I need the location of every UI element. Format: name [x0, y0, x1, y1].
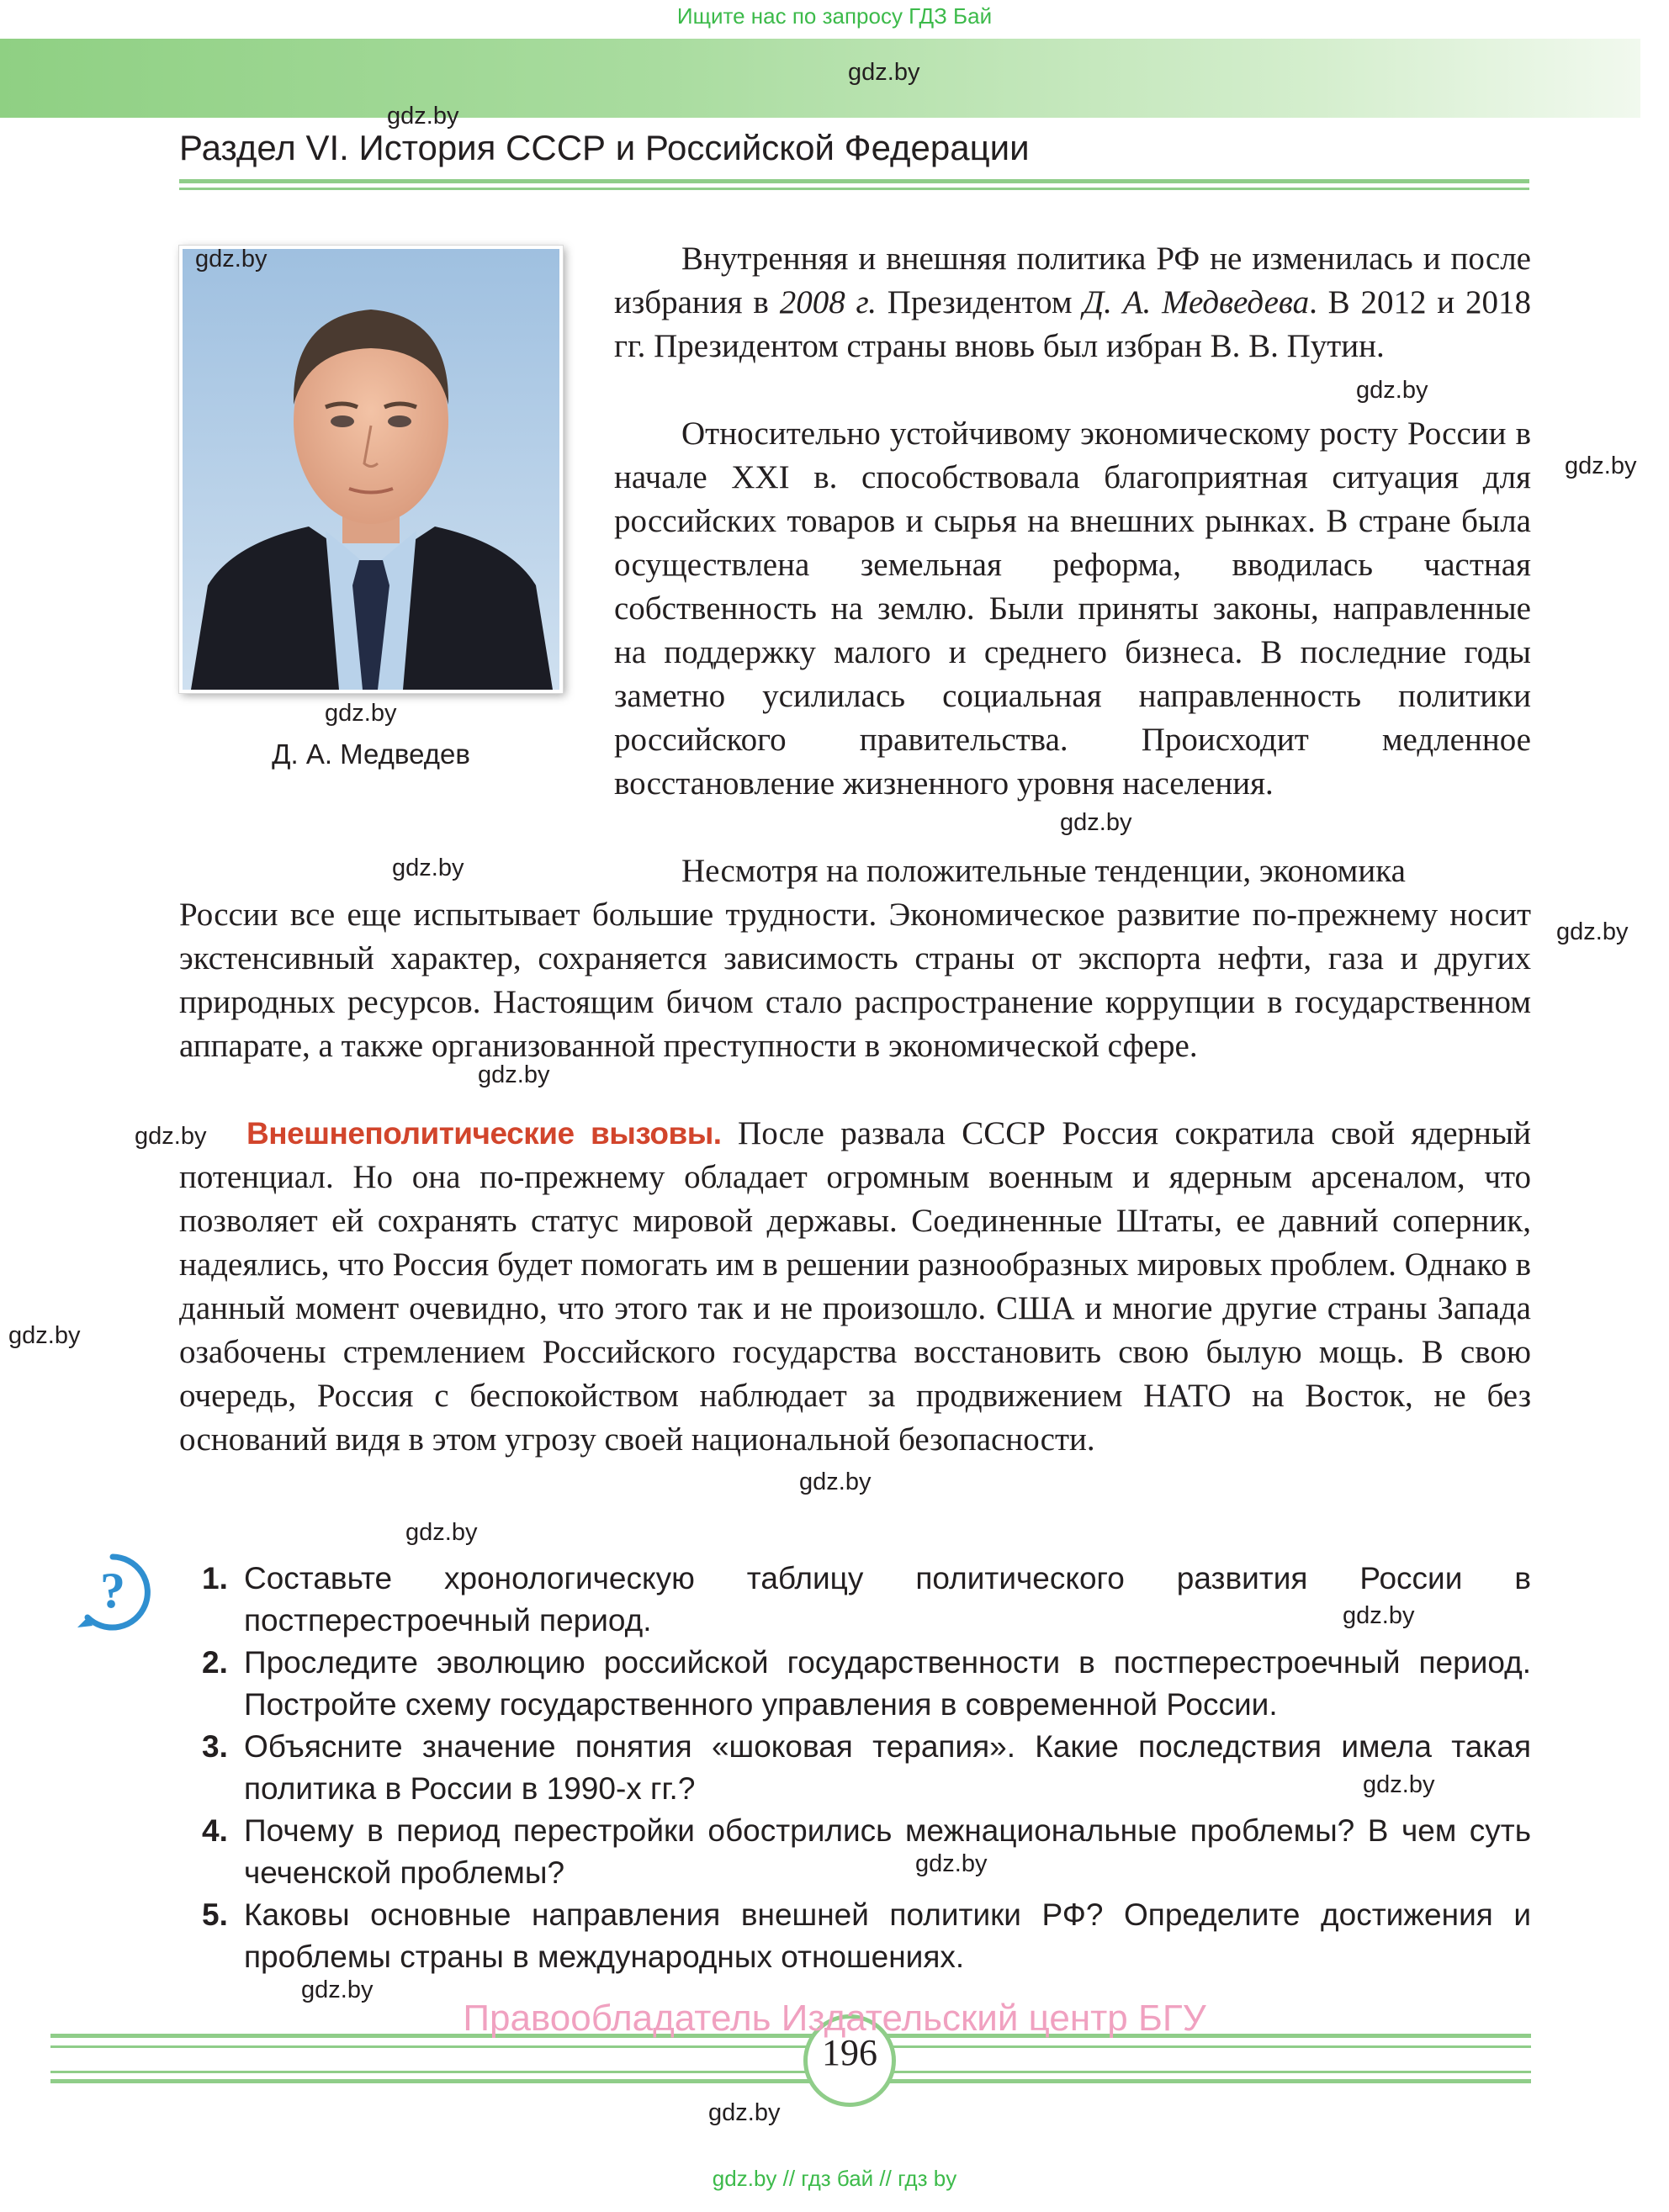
watermark: gdz.by: [135, 1123, 207, 1150]
question-1: 1. Составьте хронологическую таблицу политического развития России в постперестроечный период.: [202, 1561, 1531, 1638]
portrait-image: [183, 249, 559, 690]
section-title: Раздел VI. История СССР и Российской Федерации: [179, 128, 1030, 167]
question-4: 4. Почему в период перестройки обострились межнациональные проблемы? В чем суть чеченской проблемы?: [202, 1813, 1531, 1890]
subheading-foreign-policy: Внешнеполитические вызовы.: [246, 1116, 722, 1151]
paragraph-3-start: Несмотря на положительные тенденции, экономика: [681, 853, 1406, 889]
watermark: gdz.by: [195, 246, 268, 273]
question-3: 3. Объясните значение понятия «шоковая терапия». Какие последствия имела такая политика в России в 1990-х гг.?: [202, 1729, 1531, 1806]
watermark: gdz.by: [387, 103, 459, 130]
footer-rule-thin: [50, 2045, 1531, 2048]
photo-caption: Д. А. Медведев: [272, 738, 470, 770]
portrait-photo: [179, 246, 563, 693]
watermark: gdz.by: [1356, 377, 1428, 404]
paragraph-4: Внешнеполитические вызовы. После развала СССР Россия сократила свой ядерный потенциал. Но она по-прежнему обладает огромным военным и ядерным арсеналом, что позволяет ей сохранять статус мировой державы. Соединенные Штаты, ее давний соперник, надеялись, что Россия будет помогать им в решении разнообразных мировых проблем. Однако в данный момент очевидно, что этого так и не произошло. США и многие другие страны Запада озабочены стремлением Российского государства восстановить свою былую мощь. В свою очередь, Россия с беспокойством наблюдает за продвижением НАТО на Восток, не без оснований видя в этом угрозу своей национальной безопасности.: [179, 1115, 1531, 1458]
watermark: gdz.by: [8, 1322, 81, 1349]
watermark: gdz.by: [301, 1977, 374, 2003]
watermark: gdz.by: [1343, 1602, 1415, 1629]
header-rule-thin: [179, 188, 1529, 190]
question-5: 5. Каковы основные направления внешней политики РФ? Определите достижения и проблемы страны в международных отношениях.: [202, 1897, 1531, 1974]
header-rule: [179, 179, 1529, 183]
watermark: gdz.by: [708, 2099, 781, 2126]
question-2: 2. Проследите эволюцию российской государственности в постперестроечный период. Постройте схему государственного управления в современной России.: [202, 1645, 1531, 1722]
watermark: gdz.by: [405, 1519, 478, 1546]
header-band: [0, 39, 1640, 118]
watermark: gdz.by: [1060, 809, 1132, 836]
paragraph-3: России все еще испытывает большие трудности. Экономическое развитие по-прежнему носит экстенсивный характер, сохраняется зависимость страны от экспорта нефти, газа и других природных ресурсов. Настоящим бичом стало распространение коррупции в государственном аппарате, а также организованной преступности в экономической сфере.: [179, 897, 1531, 1064]
svg-text:?: ?: [100, 1563, 125, 1618]
watermark: gdz.by: [915, 1850, 988, 1877]
paragraph-2: Относительно устойчивому экономическому росту России в начале XXI в. способствовала благоприятная ситуация для российских товаров и сырья на внешних рынках. В стране была осуществлена земельная реформа, вводилась частная собственность на землю. Были приняты законы, направленные на поддержку малого и среднего бизнеса. В последние годы заметно усилилась социальная направленность политики российского правительства. Происходит медленное восстановление жизненного уровня населения.: [614, 415, 1531, 802]
watermark: gdz.by: [392, 855, 464, 881]
page-number: 196: [822, 2032, 877, 2073]
watermark: gdz.by: [1565, 452, 1637, 479]
watermark: gdz.by: [1556, 918, 1629, 945]
footer-rule-2: [50, 2079, 1531, 2083]
watermark: gdz.by: [1363, 1771, 1435, 1798]
watermark: gdz.by: [799, 1468, 872, 1495]
watermark: gdz.by: [478, 1061, 550, 1088]
paragraph-1: Внутренняя и внешняя политика РФ не изменилась и после избрания в 2008 г. Президентом Д. А. Медведева. В 2012 и 2018 гг. Президентом страны вновь был избран В. В. Путин.: [614, 241, 1532, 364]
footer-rule-thin-2: [50, 2071, 1531, 2073]
watermark: gdz.by: [325, 700, 397, 727]
question-icon: [71, 1550, 155, 1634]
search-hint: Ищите нас по запросу ГДЗ Бай: [676, 3, 993, 29]
footer-links[interactable]: gdz.by // гдз бай // гдз by: [712, 2166, 957, 2191]
watermark: gdz.by: [848, 59, 920, 86]
copyright-notice: Правообладатель Издательский центр БГУ: [463, 1998, 1206, 2039]
